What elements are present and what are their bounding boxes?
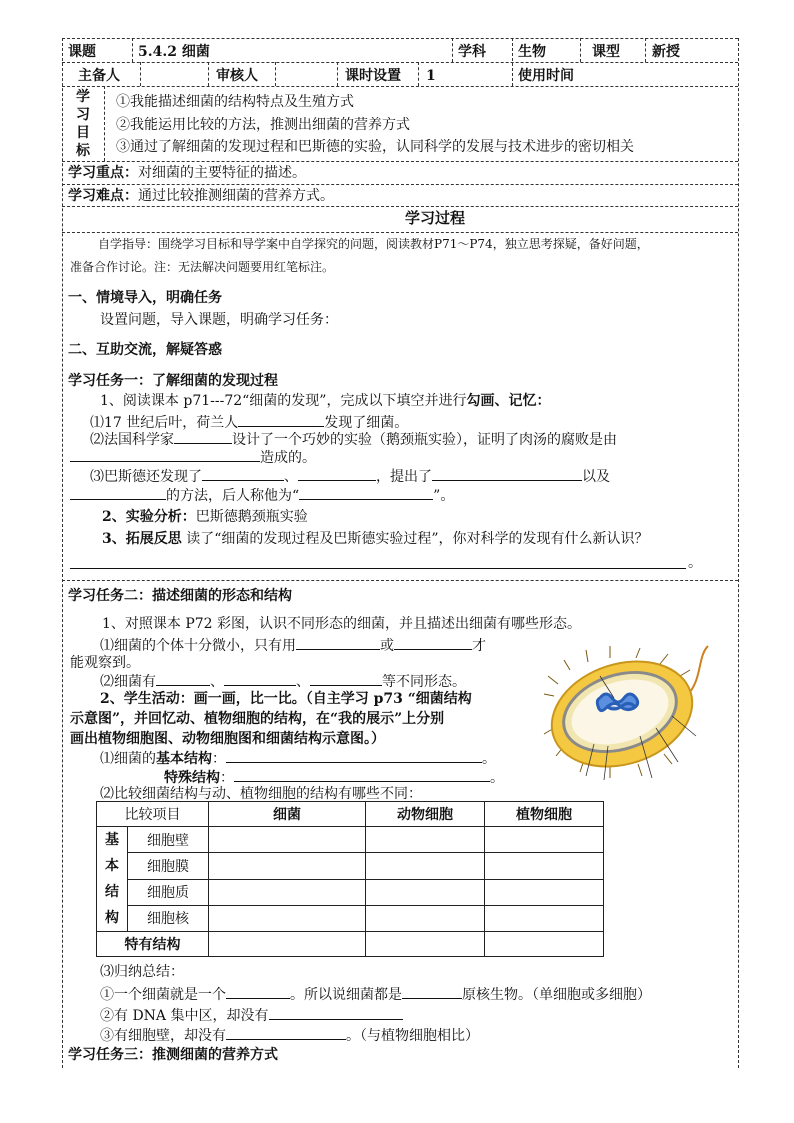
header-cell: 比较项目 xyxy=(97,802,209,827)
table-cell[interactable] xyxy=(485,905,604,931)
table-cell[interactable] xyxy=(485,932,604,957)
task2-q1-cont: 能观察到。 xyxy=(70,655,140,671)
section1-title: 一、情境导入，明确任务 xyxy=(68,290,222,306)
task1-experiment: 2、实验分析：巴斯德鹅颈瓶实验 xyxy=(102,509,308,525)
task1-q2-cont: 造成的。 xyxy=(70,446,316,468)
subject-label: 学科 xyxy=(458,44,486,60)
special-structure: 特殊结构： 。 xyxy=(164,766,504,788)
table-cell[interactable] xyxy=(209,853,366,879)
table-cell[interactable] xyxy=(209,827,366,853)
section2-title: 二、互助交流，解疑答惑 xyxy=(68,342,222,358)
basic-structure-group-label: 基 本 结 构 xyxy=(97,827,128,932)
row-label: 细胞核 xyxy=(128,905,209,931)
subject-value: 生物 xyxy=(518,44,546,60)
table-row xyxy=(97,879,604,905)
guide-line-2: 准备合作讨论。注：无法解决问题要用红笔标注。 xyxy=(70,260,335,274)
topic-value: 5.4.2 细菌 xyxy=(138,44,210,60)
type-value: 新授 xyxy=(652,44,680,60)
section1-text: 设置问题，导入课题，明确学习任务： xyxy=(100,312,338,328)
type-label: 课型 xyxy=(592,44,620,60)
row-label: 细胞壁 xyxy=(128,827,209,853)
objective-1: ①我能描述细菌的结构特点及生殖方式 xyxy=(116,94,354,110)
guide-line-1: 自学指导：围绕学习目标和导学案中自学探究的问题，阅读教材P71～P74，独立思考探疑，备好问题， xyxy=(98,237,649,251)
basic-structure: ⑴细菌的基本结构： 。 xyxy=(100,747,496,769)
task3-title: 学习任务三：推测细菌的营养方式 xyxy=(68,1047,278,1063)
task1-title: 学习任务一：了解细菌的发现过程 xyxy=(68,373,278,389)
row-label: 特有结构 xyxy=(97,932,209,957)
table-cell[interactable] xyxy=(209,932,366,957)
header-cell: 动物细胞 xyxy=(366,802,485,827)
table-row xyxy=(97,932,604,957)
summary-2: ②有 DNA 集中区，却没有 xyxy=(100,1004,403,1026)
task2-q1: ⑴细菌的个体十分微小，只有用 或 才 xyxy=(100,634,486,656)
table-cell[interactable] xyxy=(366,827,485,853)
summary-title: ⑶归纳总结： xyxy=(100,964,184,980)
use-time-label: 使用时间 xyxy=(518,68,574,84)
comparison-table xyxy=(96,801,604,957)
periods-label: 课时设置 xyxy=(345,68,401,84)
table-cell[interactable] xyxy=(485,853,604,879)
task1-q3-cont: 的方法，后人称他为“ ”。 xyxy=(70,484,454,506)
table-cell[interactable] xyxy=(366,905,485,931)
process-title: 学习过程 xyxy=(405,209,466,227)
reviewer-label: 审核人 xyxy=(216,68,258,84)
compare-intro: ⑵比较细菌结构与动、植物细胞的结构有哪些不同： xyxy=(100,786,422,802)
table-header-row xyxy=(97,802,604,827)
summary-1: ①一个细菌就是一个 。所以说细菌都是 原核生物。（单细胞或多细胞） xyxy=(100,983,651,1005)
task1-q1: ⑴17 世纪后叶，荷兰人 发现了细菌。 xyxy=(90,411,408,433)
activity-line-2: 示意图”，并回忆动、植物细胞的结构，在“我的展示”上分别 xyxy=(70,711,445,727)
reflection-end: 。 xyxy=(688,555,702,571)
table-cell[interactable] xyxy=(209,879,366,905)
task2-title: 学习任务二：描述细菌的形态和结构 xyxy=(68,588,292,604)
table-cell[interactable] xyxy=(366,932,485,957)
table-row xyxy=(97,827,604,853)
preparer-label: 主备人 xyxy=(78,68,120,84)
table-cell[interactable] xyxy=(485,827,604,853)
table-row xyxy=(97,905,604,931)
activity-line-3: 画出植物细胞图、动物细胞图和细菌结构示意图。） xyxy=(70,731,385,747)
periods-value: 1 xyxy=(426,68,436,84)
header-cell: 细菌 xyxy=(209,802,366,827)
table-cell[interactable] xyxy=(366,853,485,879)
objective-2: ②我能运用比较的方法，推测出细菌的营养方式 xyxy=(116,117,410,133)
table-cell[interactable] xyxy=(366,879,485,905)
objective-3: ③通过了解细菌的发现过程和巴斯德的实验，认同科学的发展与技术进步的密切相关 xyxy=(116,139,634,155)
bacterium-structure-diagram xyxy=(540,636,710,781)
header-cell: 植物细胞 xyxy=(485,802,604,827)
task1-q2: ⑵法国科学家 设计了一个巧妙的实验（鹅颈瓶实验），证明了肉汤的腐败是由 xyxy=(90,428,617,450)
topic-label: 课题 xyxy=(68,44,96,60)
summary-3: ③有细胞壁，却没有 。（与植物细胞相比） xyxy=(100,1024,479,1046)
answer-line xyxy=(70,548,686,569)
difficult-point: 学习难点：通过比较推测细菌的营养方式。 xyxy=(68,188,334,204)
table-cell[interactable] xyxy=(485,879,604,905)
table-row xyxy=(97,853,604,879)
task1-read: 1、阅读课本 p71---72“细菌的发现”，完成以下填空并进行勾画、记忆： xyxy=(100,393,551,409)
row-label: 细胞质 xyxy=(128,879,209,905)
activity-line-1: 2、学生活动：画一画，比一比。（自主学习 p73 “细菌结构 xyxy=(100,691,472,707)
task2-q2: ⑵细菌有 、 、 等不同形态。 xyxy=(100,670,466,692)
table-cell[interactable] xyxy=(209,905,366,931)
task1-reflection: 3、拓展反思 读了“细菌的发现过程及巴斯德实验过程”，你对科学的发现有什么新认识？ xyxy=(102,531,649,547)
task2-p1: 1、对照课本 P72 彩图，认识不同形态的细菌，并且描述出细菌有哪些形态。 xyxy=(102,616,582,632)
row-label: 细胞膜 xyxy=(128,853,209,879)
task1-q3: ⑶巴斯德还发现了 、 ，提出了 以及 xyxy=(90,465,610,487)
key-point: 学习重点：对细菌的主要特征的描述。 xyxy=(68,165,306,181)
